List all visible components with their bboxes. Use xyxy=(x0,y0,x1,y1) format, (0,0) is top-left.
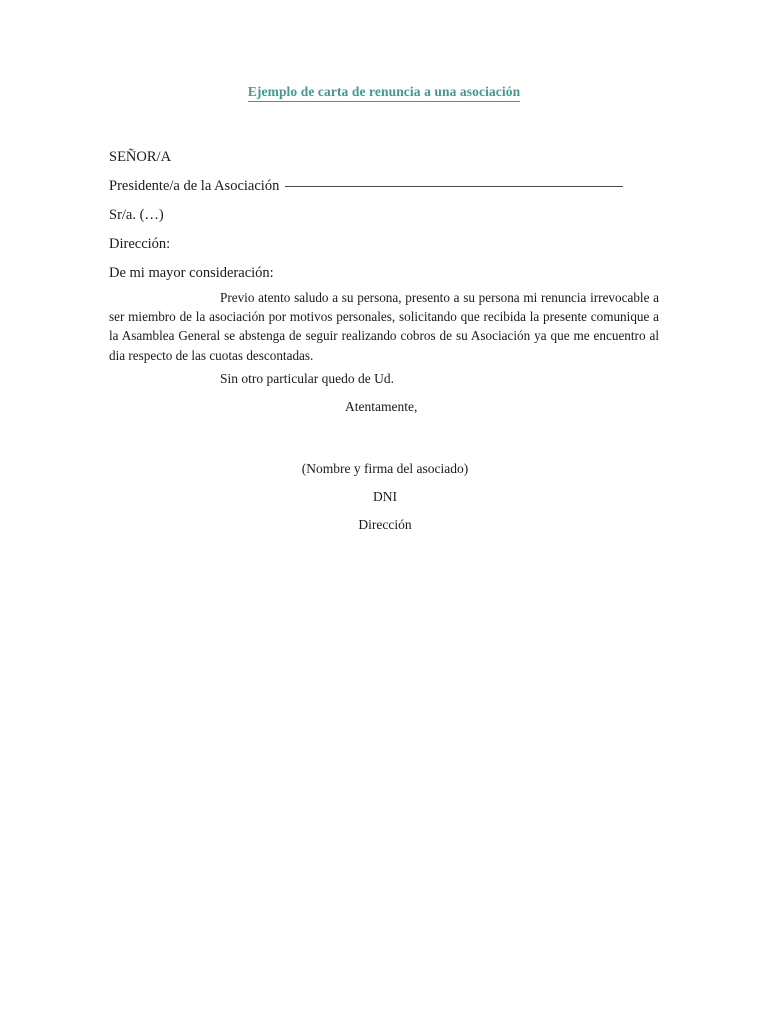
signature-name-line: (Nombre y firma del asociado) xyxy=(301,461,469,476)
signature-block xyxy=(109,455,661,539)
closing-line-farewell: Sin otro particular quedo de Ud. xyxy=(220,371,394,386)
salutation-line: SEÑOR/A xyxy=(109,149,172,165)
page-title xyxy=(0,84,768,102)
greeting-line: De mi mayor consideración: xyxy=(109,265,274,281)
address-label-line: Dirección: xyxy=(109,236,171,252)
signature-address-line: Dirección xyxy=(358,517,412,532)
body-paragraph: Previo atento saludo a su persona, presento a su persona mi renuncia irrevocable a ser miembro de la asociación por motivos personales, solicitando que recibida la presente comunique a la Asamblea General se abstenga de seguir realizando cobros de su Asociación ya que me encuentro al dia respecto de las cuotas descontadas. xyxy=(109,290,659,363)
page-title-text: Ejemplo de carta de renuncia a una asociación xyxy=(248,84,520,102)
signature-dni-line: DNI xyxy=(373,489,397,504)
recipient-name-fill-rule xyxy=(285,186,623,187)
recipient-role-label: Presidente/a de la Asociación xyxy=(109,178,280,194)
closing-line-signoff: Atentamente, xyxy=(345,399,418,414)
closing-block xyxy=(109,369,669,417)
recipient-name-line: Sr/a. (…) xyxy=(109,207,164,223)
recipient-role-line xyxy=(109,172,669,201)
addressee-block xyxy=(109,143,669,288)
